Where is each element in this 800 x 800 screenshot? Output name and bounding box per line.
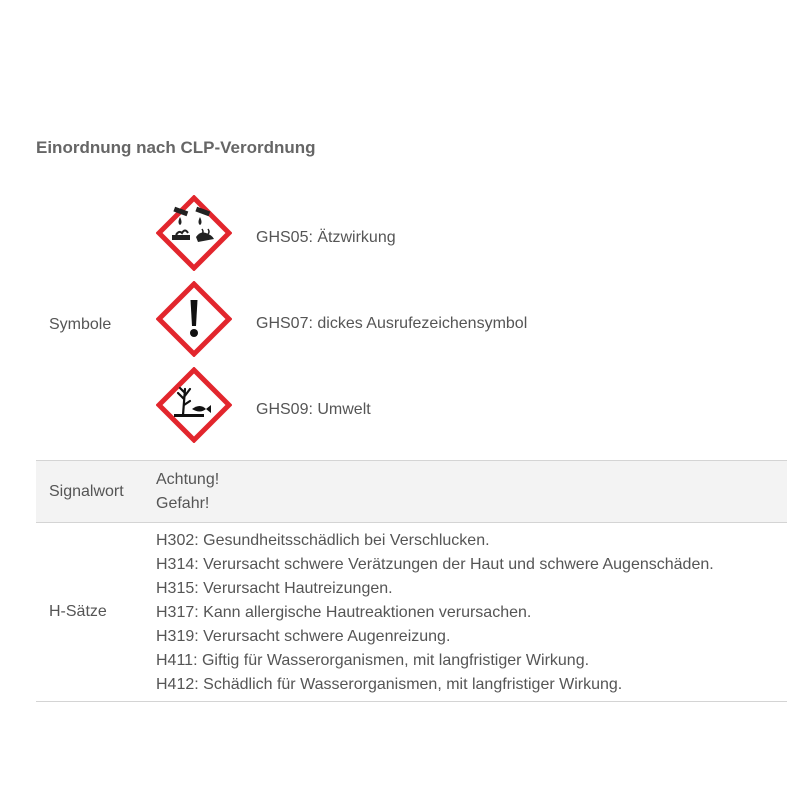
corrosion-pictogram-icon (156, 195, 232, 271)
symbols-label: Symbole (49, 316, 112, 333)
symbol-ghs09 (156, 367, 776, 453)
hazard-statement: H314: Verursacht schwere Verätzungen der Haut und schwere Augenschäden. (156, 556, 714, 573)
hazard-statements-row (36, 523, 787, 702)
clp-classification-table (36, 190, 787, 702)
exclamation-pictogram-icon (156, 281, 232, 357)
symbol-text-ghs07: GHS07: dickes Ausrufezeichensymbol (256, 315, 528, 332)
hazard-statement: H412: Schädlich für Wasserorganismen, mit langfristiger Wirkung. (156, 676, 623, 693)
signal-word-row (36, 461, 787, 523)
hazard-statement: H317: Kann allergische Hautreaktionen verursachen. (156, 604, 532, 621)
symbol-ghs07 (156, 281, 776, 367)
symbol-ghs05 (156, 195, 776, 281)
signal-word-values (156, 468, 219, 516)
symbol-text-ghs05: GHS05: Ätzwirkung (256, 229, 396, 246)
symbols-row (36, 190, 787, 461)
hazard-statement: H319: Verursacht schwere Augenreizung. (156, 628, 451, 645)
symbol-text-ghs09: GHS09: Umwelt (256, 401, 371, 418)
hazard-statement: H411: Giftig für Wasserorganismen, mit langfristiger Wirkung. (156, 652, 590, 669)
signal-word-label: Signalwort (49, 482, 124, 500)
section-heading: Einordnung nach CLP-Verordnung (36, 138, 316, 157)
hazard-statements-list (156, 529, 714, 697)
signal-word-line: Achtung! (156, 471, 220, 488)
hazard-statement: H302: Gesundheitsschädlich bei Verschlucken. (156, 532, 490, 549)
environment-pictogram-icon (156, 367, 232, 443)
signal-word-line: Gefahr! (156, 495, 210, 512)
hazard-statement: H315: Verursacht Hautreizungen. (156, 580, 393, 597)
hazard-statements-label: H-Sätze (49, 603, 107, 620)
